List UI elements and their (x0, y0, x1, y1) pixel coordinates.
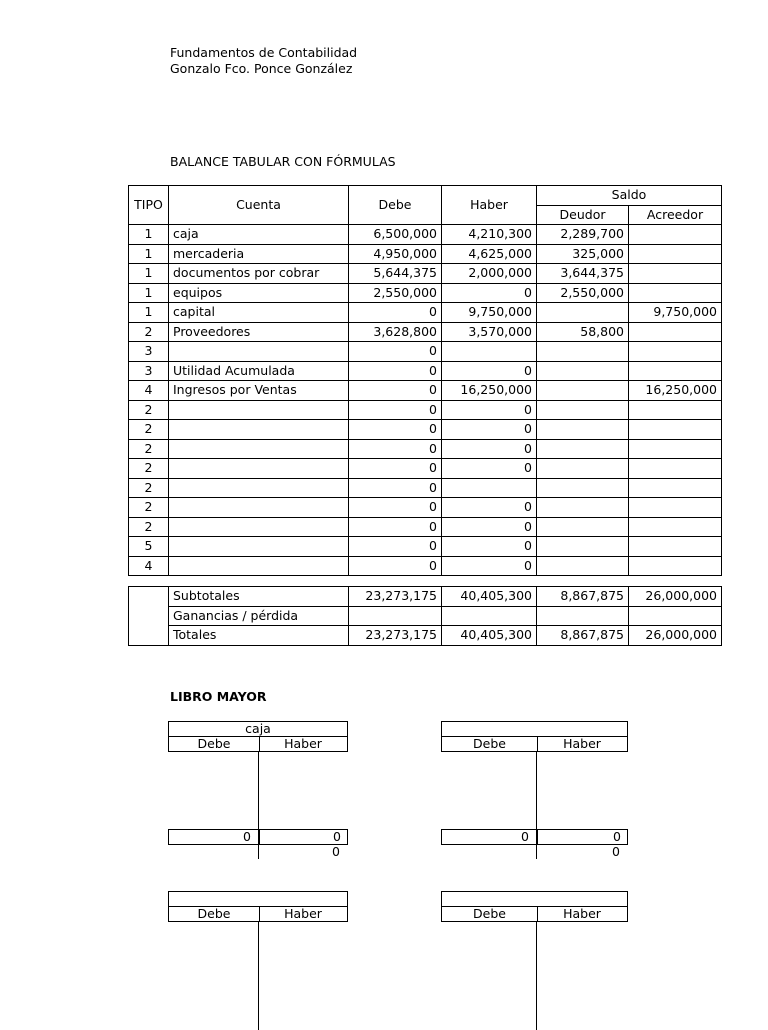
cell-debe: 0 (349, 381, 442, 401)
cell-acreedor (629, 459, 722, 479)
cell-debe: 6,500,000 (349, 225, 442, 245)
col-saldo: Saldo (537, 186, 722, 206)
cell-cuenta (169, 439, 349, 459)
cell-cuenta (169, 498, 349, 518)
cell-acreedor (629, 478, 722, 498)
totals-row (129, 606, 722, 626)
totals-row (129, 587, 722, 607)
cell-cuenta (169, 459, 349, 479)
t-account-sum-debe: 0 (243, 829, 251, 844)
cell-cuenta: capital (169, 303, 349, 323)
table-row (129, 459, 722, 479)
cell-acreedor (629, 400, 722, 420)
cell-haber: 0 (442, 283, 537, 303)
t-account-sum-divider (259, 829, 260, 845)
totals-deudor: 8,867,875 (537, 587, 629, 607)
table-row (129, 498, 722, 518)
cell-haber: 4,210,300 (442, 225, 537, 245)
cell-debe: 0 (349, 478, 442, 498)
cell-acreedor (629, 244, 722, 264)
cell-acreedor (629, 498, 722, 518)
totals-label: Ganancias / pérdida (169, 606, 349, 626)
cell-deudor (537, 420, 629, 440)
cell-acreedor (629, 420, 722, 440)
cell-haber: 9,750,000 (442, 303, 537, 323)
cell-tipo: 5 (129, 537, 169, 557)
cell-cuenta: equipos (169, 283, 349, 303)
cell-deudor (537, 400, 629, 420)
cell-cuenta: Utilidad Acumulada (169, 361, 349, 381)
totals-label: Totales (169, 626, 349, 646)
cell-tipo: 3 (129, 342, 169, 362)
t-account-header (168, 736, 348, 752)
table-row (129, 420, 722, 440)
cell-cuenta (169, 478, 349, 498)
table-row (129, 400, 722, 420)
cell-acreedor (629, 342, 722, 362)
t-account-sum-divider (537, 829, 538, 845)
t-account-balance: 0 (612, 844, 620, 859)
t-account-sum-haber: 0 (333, 829, 341, 844)
cell-deudor (537, 537, 629, 557)
cell-haber: 0 (442, 361, 537, 381)
t-account-header-divider (259, 736, 260, 752)
col-debe: Debe (349, 186, 442, 225)
table-row (129, 322, 722, 342)
cell-cuenta (169, 420, 349, 440)
cell-debe: 0 (349, 420, 442, 440)
cell-cuenta (169, 400, 349, 420)
table-row (129, 283, 722, 303)
cell-haber: 0 (442, 439, 537, 459)
cell-tipo: 2 (129, 439, 169, 459)
cell-deudor (537, 439, 629, 459)
cell-deudor: 2,550,000 (537, 283, 629, 303)
cell-deudor (537, 517, 629, 537)
cell-acreedor (629, 322, 722, 342)
t-account-debe-label: Debe (473, 906, 506, 921)
cell-deudor (537, 498, 629, 518)
t-account-debe-label: Debe (473, 736, 506, 751)
col-tipo: TIPO (129, 186, 169, 225)
cell-haber: 0 (442, 537, 537, 557)
cell-deudor: 3,644,375 (537, 264, 629, 284)
cell-tipo: 2 (129, 400, 169, 420)
totals-deudor: 8,867,875 (537, 626, 629, 646)
t-account-divider (258, 921, 259, 1030)
table-row (129, 361, 722, 381)
cell-haber: 2,000,000 (442, 264, 537, 284)
balance-header-row (129, 186, 722, 206)
totals-blank-cell (129, 587, 169, 646)
table-row (129, 342, 722, 362)
cell-tipo: 2 (129, 478, 169, 498)
t-account-name: caja (168, 721, 348, 737)
cell-acreedor: 9,750,000 (629, 303, 722, 323)
table-row (129, 556, 722, 576)
t-account-debe-label: Debe (197, 736, 231, 751)
cell-cuenta: mercaderia (169, 244, 349, 264)
col-cuenta: Cuenta (169, 186, 349, 225)
t-account-name (441, 891, 628, 907)
cell-debe: 0 (349, 303, 442, 323)
t-account-balance: 0 (332, 844, 340, 859)
table-row (129, 244, 722, 264)
t-account-sum-row (168, 829, 348, 845)
cell-deudor (537, 478, 629, 498)
cell-haber: 0 (442, 517, 537, 537)
cell-haber: 4,625,000 (442, 244, 537, 264)
author-name: Gonzalo Fco. Ponce González (170, 61, 353, 76)
table-row (129, 225, 722, 245)
cell-debe: 0 (349, 459, 442, 479)
totals-row (129, 626, 722, 646)
ledger-title: LIBRO MAYOR (170, 689, 267, 704)
col-haber: Haber (442, 186, 537, 225)
cell-debe: 0 (349, 439, 442, 459)
cell-acreedor (629, 225, 722, 245)
cell-tipo: 1 (129, 264, 169, 284)
t-account-haber-label: Haber (563, 906, 601, 921)
totals-debe: 23,273,175 (349, 626, 442, 646)
cell-tipo: 4 (129, 381, 169, 401)
t-account-debe-label: Debe (197, 906, 231, 921)
cell-haber: 0 (442, 556, 537, 576)
cell-cuenta: Proveedores (169, 322, 349, 342)
table-row (129, 478, 722, 498)
t-account-header (441, 736, 628, 752)
t-account-haber-label: Haber (284, 906, 322, 921)
cell-acreedor: 16,250,000 (629, 381, 722, 401)
cell-haber (442, 478, 537, 498)
cell-deudor (537, 361, 629, 381)
t-account-sum-debe: 0 (521, 829, 529, 844)
cell-tipo: 1 (129, 303, 169, 323)
t-account-header (168, 906, 348, 922)
cell-debe: 0 (349, 342, 442, 362)
cell-cuenta (169, 556, 349, 576)
cell-debe: 0 (349, 361, 442, 381)
t-account-header-divider (537, 736, 538, 752)
col-deudor: Deudor (537, 205, 629, 225)
table-row (129, 537, 722, 557)
cell-debe: 0 (349, 498, 442, 518)
cell-tipo: 3 (129, 361, 169, 381)
totals-acreedor: 26,000,000 (629, 626, 722, 646)
cell-haber: 3,570,000 (442, 322, 537, 342)
cell-haber: 0 (442, 459, 537, 479)
cell-haber: 0 (442, 400, 537, 420)
cell-haber: 0 (442, 498, 537, 518)
cell-deudor (537, 556, 629, 576)
cell-tipo: 2 (129, 322, 169, 342)
t-account-header-divider (259, 906, 260, 922)
totals-table (128, 586, 722, 646)
t-account-divider (536, 921, 537, 1030)
cell-cuenta (169, 517, 349, 537)
cell-tipo: 2 (129, 459, 169, 479)
cell-debe: 5,644,375 (349, 264, 442, 284)
cell-cuenta: Ingresos por Ventas (169, 381, 349, 401)
cell-deudor: 58,800 (537, 322, 629, 342)
cell-debe: 0 (349, 537, 442, 557)
cell-cuenta: documentos por cobrar (169, 264, 349, 284)
cell-deudor: 2,289,700 (537, 225, 629, 245)
cell-acreedor (629, 517, 722, 537)
t-account-header-divider (537, 906, 538, 922)
t-account-name (441, 721, 628, 737)
totals-acreedor: 26,000,000 (629, 587, 722, 607)
t-account-sum-haber: 0 (613, 829, 621, 844)
t-account-haber-label: Haber (563, 736, 601, 751)
totals-deudor (537, 606, 629, 626)
cell-acreedor (629, 283, 722, 303)
t-account-name (168, 891, 348, 907)
balance-table (128, 185, 722, 576)
table-row (129, 264, 722, 284)
totals-label: Subtotales (169, 587, 349, 607)
cell-cuenta (169, 342, 349, 362)
table-row (129, 517, 722, 537)
cell-acreedor (629, 361, 722, 381)
cell-tipo: 1 (129, 283, 169, 303)
cell-cuenta: caja (169, 225, 349, 245)
cell-tipo: 2 (129, 420, 169, 440)
cell-debe: 4,950,000 (349, 244, 442, 264)
cell-deudor (537, 303, 629, 323)
cell-deudor (537, 459, 629, 479)
cell-debe: 0 (349, 517, 442, 537)
cell-acreedor (629, 439, 722, 459)
cell-acreedor (629, 537, 722, 557)
cell-tipo: 4 (129, 556, 169, 576)
col-acreedor: Acreedor (629, 205, 722, 225)
cell-cuenta (169, 537, 349, 557)
cell-debe: 3,628,800 (349, 322, 442, 342)
cell-deudor (537, 381, 629, 401)
totals-acreedor (629, 606, 722, 626)
cell-haber (442, 342, 537, 362)
cell-debe: 2,550,000 (349, 283, 442, 303)
cell-debe: 0 (349, 400, 442, 420)
t-account-sum-row (441, 829, 628, 845)
totals-haber: 40,405,300 (442, 626, 537, 646)
cell-acreedor (629, 264, 722, 284)
totals-debe: 23,273,175 (349, 587, 442, 607)
cell-deudor (537, 342, 629, 362)
totals-haber (442, 606, 537, 626)
t-account-header (441, 906, 628, 922)
cell-debe: 0 (349, 556, 442, 576)
balance-title: BALANCE TABULAR CON FÓRMULAS (170, 154, 396, 169)
table-row (129, 381, 722, 401)
cell-haber: 0 (442, 420, 537, 440)
cell-haber: 16,250,000 (442, 381, 537, 401)
totals-debe (349, 606, 442, 626)
cell-acreedor (629, 556, 722, 576)
totals-haber: 40,405,300 (442, 587, 537, 607)
cell-tipo: 2 (129, 498, 169, 518)
cell-tipo: 1 (129, 225, 169, 245)
cell-tipo: 1 (129, 244, 169, 264)
t-account-haber-label: Haber (284, 736, 322, 751)
cell-tipo: 2 (129, 517, 169, 537)
table-row (129, 439, 722, 459)
course-title: Fundamentos de Contabilidad (170, 45, 358, 60)
table-row (129, 303, 722, 323)
cell-deudor: 325,000 (537, 244, 629, 264)
